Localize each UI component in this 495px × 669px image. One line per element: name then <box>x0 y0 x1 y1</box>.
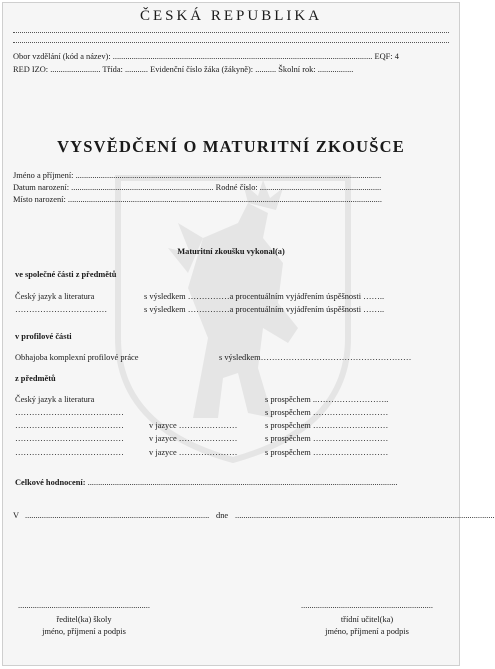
subject-row-2-name: ………………………………… <box>15 408 124 417</box>
teacher-caption: jméno, příjmení a podpis <box>325 627 409 636</box>
director-signature-line: ............................................................... <box>18 601 150 610</box>
subjects-heading: z předmětů <box>15 374 56 383</box>
subject-row-4-name: ………………………………… <box>15 434 124 443</box>
subject-row-2-grade: s prospěchem ……………………… <box>265 408 389 417</box>
passed-label: Maturitní zkoušku vykonal(a) <box>177 247 285 256</box>
school-ids-line: RED IZO: ........................ Třída: ........... Evidenční číslo žáka (žákyně): .......... Školní rok: ................. <box>13 65 354 74</box>
date-label: dne <box>216 511 229 520</box>
teacher-signature-line: ............................................................... <box>301 601 433 610</box>
overall-evaluation-line <box>15 478 441 487</box>
birthplace-line: Místo narození: ...................................................................................................................................................... <box>13 195 382 204</box>
country-heading: ČESKÁ REPUBLIKA <box>139 8 323 24</box>
subject-row-3-grade: s prospěchem ……………………… <box>265 421 389 430</box>
subject-row-4-grade: s prospěchem ……………………… <box>265 434 389 443</box>
school-address-line <box>13 42 449 43</box>
subject-row-1-name: Český jazyk a literatura <box>15 395 95 404</box>
school-name-line <box>13 32 449 33</box>
birth-line: Datum narození: .................................................................... Rodné číslo: .......................................................... <box>13 183 382 192</box>
overall-evaluation-label: Celkové hodnocení: <box>15 478 86 487</box>
profile-defense: Obhajoba komplexní profilové práce <box>15 353 139 362</box>
common-result-1: s výsledkem ……………a procentuálním vyjádřením úspěšnosti …….. <box>144 292 385 301</box>
common-result-2: s výsledkem ……………a procentuálním vyjádřením úspěšnosti …….. <box>144 305 385 314</box>
document-title: VYSVĚDČENÍ O MATURITNÍ ZKOUŠCE <box>57 137 405 156</box>
director-role: ředitel(ka) školy <box>56 615 112 624</box>
subject-row-1-grade: s prospěchem ..…………………….. <box>265 395 389 404</box>
date-dots: ............................................................................................................................ <box>235 511 495 520</box>
overall-evaluation-dots: .................................................................................................................................................... <box>85 478 398 487</box>
subject-row-5-grade: s prospěchem ……………………… <box>265 448 389 457</box>
subject-row-4-language: v jazyce ………………… <box>149 434 238 443</box>
place-label: V <box>13 511 20 520</box>
common-subject-1: Český jazyk a literatura <box>15 292 95 301</box>
profile-defense-result: s výsledkem……………………………………………… <box>219 353 412 362</box>
certificate-page <box>2 2 495 666</box>
subject-row-3-name: ………………………………… <box>15 421 124 430</box>
common-subject-2: …………………………… <box>15 305 108 314</box>
subject-row-5-name: ………………………………… <box>15 448 124 457</box>
subject-row-3-language: v jazyce ………………… <box>149 421 238 430</box>
field-of-study-line: Obor vzdělání (kód a název): ............................................................................................................................ EQF: 4 <box>13 52 399 61</box>
director-caption: jméno, příjmení a podpis <box>42 627 126 636</box>
common-part-heading: ve společné části z předmětů <box>15 270 117 279</box>
teacher-role: třídní učitel(ka) <box>340 615 394 624</box>
subject-row-5-language: v jazyce ………………… <box>149 448 238 457</box>
name-line: Jméno a příjmení: .................................................................................................................................................. <box>13 171 382 180</box>
place-dots: ........................................................................................ <box>25 511 210 520</box>
profile-part-heading: v profilové části <box>15 332 72 341</box>
